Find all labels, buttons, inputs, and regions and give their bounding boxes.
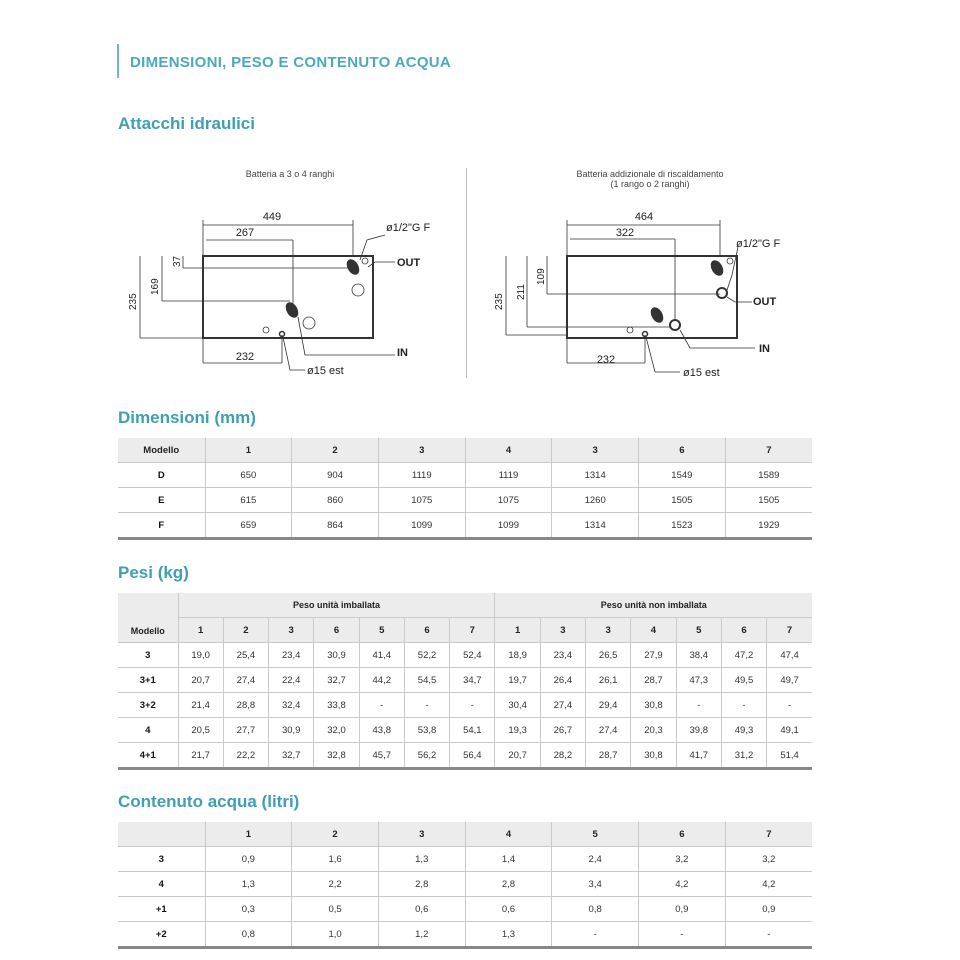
dim-37: 37: [172, 255, 183, 267]
table-cell: 28,7: [631, 668, 676, 693]
table-cell: 21,7: [178, 743, 223, 769]
row-label: 4: [118, 718, 178, 743]
table-cell: 0,3: [205, 897, 292, 922]
right-diagram-caption: [530, 169, 770, 189]
dim-267: 267: [235, 227, 255, 239]
group-header-non-imballata: Peso unità non imballata: [495, 593, 812, 618]
table-row: [118, 513, 812, 539]
table-cell: 21,4: [178, 693, 223, 718]
table-cell: 1929: [758, 519, 780, 531]
table-cell: 27,9: [631, 643, 676, 668]
column-header: 7: [450, 618, 495, 643]
out-label-right: OUT: [753, 296, 777, 308]
header-row: [118, 438, 812, 463]
table-cell: 1099: [378, 513, 465, 539]
dim-232: 232: [235, 351, 255, 363]
row-label: E: [118, 488, 205, 513]
table-cell: 27,7: [223, 718, 268, 743]
in-label: IN: [397, 347, 408, 359]
table-cell: 41,7: [676, 743, 721, 769]
table-cell: 1314: [552, 513, 639, 539]
column-header: 5: [359, 618, 404, 643]
table-cell: 1,6: [292, 847, 379, 872]
row-label: 3: [118, 643, 178, 668]
column-header: Modello: [118, 438, 205, 463]
column-header: 4: [465, 438, 552, 463]
table-cell: 32,0: [314, 718, 359, 743]
table-cell: 26,4: [540, 668, 585, 693]
table-cell: 20,3: [631, 718, 676, 743]
table-cell: -: [767, 928, 771, 940]
column-header: 2: [223, 618, 268, 643]
table-cell: 28,2: [540, 743, 585, 769]
row-label: +1: [118, 897, 205, 922]
table-cell: 54,1: [450, 718, 495, 743]
table-cell: 26,5: [586, 643, 631, 668]
table-cell: 30,4: [495, 693, 540, 718]
table-cell: 32,8: [314, 743, 359, 769]
column-header: 4: [465, 822, 552, 847]
column-header: 6: [639, 822, 726, 847]
table-cell: 32,7: [269, 743, 314, 769]
table-cell: 28,7: [586, 743, 631, 769]
dim-169: 169: [150, 278, 161, 295]
table-cell: 27,4: [540, 693, 585, 718]
table-cell: 1,4: [465, 847, 552, 872]
table-cell: 0,6: [378, 897, 465, 922]
table-cell: 0,8: [205, 922, 292, 948]
table-cell: 47,4: [780, 649, 799, 661]
in-label-right: IN: [759, 343, 770, 355]
table-cell: 30,9: [269, 718, 314, 743]
section-title-dimensioni: Dimensioni (mm): [118, 408, 256, 427]
table-row: [118, 872, 812, 897]
table-cell: 56,2: [404, 743, 449, 769]
table-cell: 20,5: [178, 718, 223, 743]
table-cell: 33,8: [314, 693, 359, 718]
column-header: 6: [404, 618, 449, 643]
table-cell: 1075: [465, 488, 552, 513]
table-cell: -: [639, 922, 726, 948]
table-row: [118, 743, 812, 769]
table-cell: 44,2: [359, 668, 404, 693]
table-cell: 43,8: [359, 718, 404, 743]
document-title: DIMENSIONI, PESO E CONTENUTO ACQUA: [130, 54, 452, 71]
pesi-table: [118, 593, 812, 770]
table-cell: 4,2: [639, 872, 726, 897]
table-cell: 1505: [758, 494, 780, 506]
table-cell: 38,4: [676, 643, 721, 668]
row-label: 3: [118, 847, 205, 872]
table-cell: 26,1: [586, 668, 631, 693]
table-cell: 26,7: [540, 718, 585, 743]
right-caption-line1: Batteria addizionale di riscaldamento: [576, 169, 724, 179]
column-header: 2: [292, 822, 379, 847]
table-cell: 22,4: [269, 668, 314, 693]
row-label: D: [118, 463, 205, 488]
table-cell: -: [676, 693, 721, 718]
table-cell: 45,7: [359, 743, 404, 769]
left-connection-diagram: [120, 195, 460, 390]
table-cell: 30,8: [631, 743, 676, 769]
table-cell: 49,7: [780, 674, 799, 686]
table-cell: 23,4: [540, 643, 585, 668]
row-label: 4: [118, 872, 205, 897]
table-cell: 860: [292, 488, 379, 513]
table-cell: 2,2: [292, 872, 379, 897]
table-cell: 19,3: [495, 718, 540, 743]
table-cell: 1314: [552, 463, 639, 488]
table-cell: 49,3: [721, 718, 766, 743]
column-header: 1: [495, 618, 540, 643]
table-cell: 650: [205, 463, 292, 488]
dim-464: 464: [634, 211, 654, 223]
column-header: 5: [552, 822, 639, 847]
table-cell: -: [552, 922, 639, 948]
dim-235: 235: [128, 293, 139, 310]
table-cell: 1589: [758, 469, 780, 481]
table-cell: 28,8: [223, 693, 268, 718]
table-cell: 32,7: [314, 668, 359, 693]
table-cell: 19,7: [495, 668, 540, 693]
table-cell: 1075: [378, 488, 465, 513]
table-cell: 3,2: [639, 847, 726, 872]
table-cell: 31,2: [721, 743, 766, 769]
table-cell: 52,4: [450, 643, 495, 668]
table-cell: 1,3: [465, 922, 552, 948]
table-cell: -: [721, 693, 766, 718]
connection-size-label: ø1/2"G F: [386, 222, 431, 234]
column-header: 6: [721, 618, 766, 643]
header-row: [118, 618, 812, 643]
table-cell: 18,9: [495, 643, 540, 668]
column-header: 1: [205, 438, 292, 463]
table-cell: 0,6: [465, 897, 552, 922]
row-label: 3+1: [118, 668, 178, 693]
table-cell: 0,8: [552, 897, 639, 922]
table-cell: 47,2: [721, 643, 766, 668]
column-header: 5: [676, 618, 721, 643]
out-label: OUT: [397, 257, 421, 269]
modello-header: Modello: [118, 593, 178, 643]
column-header: 3: [269, 618, 314, 643]
table-cell: 56,4: [450, 743, 495, 769]
table-row: [118, 922, 812, 948]
table-row: [118, 847, 812, 872]
contenuto-table: [118, 822, 812, 949]
table-cell: 20,7: [178, 668, 223, 693]
table-cell: 3,2: [762, 853, 776, 865]
table-cell: 41,4: [359, 643, 404, 668]
table-cell: 1523: [639, 513, 726, 539]
table-row: [118, 463, 812, 488]
dim-235-right: 235: [494, 293, 505, 310]
table-cell: 1505: [639, 488, 726, 513]
column-header: 6: [639, 438, 726, 463]
table-cell: 27,4: [586, 718, 631, 743]
left-diagram-caption: Batteria a 3 o 4 ranghi: [245, 169, 335, 179]
table-cell: 39,8: [676, 718, 721, 743]
table-cell: -: [404, 693, 449, 718]
table-cell: 19,0: [178, 643, 223, 668]
table-row: [118, 693, 812, 718]
dimensioni-table: [118, 438, 812, 540]
table-row: [118, 643, 812, 668]
dim-322: 322: [615, 227, 635, 239]
connection-size-label-right: ø1/2"G F: [736, 238, 781, 250]
row-label: 4+1: [118, 743, 178, 769]
table-cell: 1,0: [292, 922, 379, 948]
table-cell: 49,5: [721, 668, 766, 693]
table-cell: 30,9: [314, 643, 359, 668]
table-cell: 29,4: [586, 693, 631, 718]
table-cell: 23,4: [269, 643, 314, 668]
column-header: 3: [540, 618, 585, 643]
table-cell: 3,4: [552, 872, 639, 897]
drain-label: ø15 est: [307, 365, 344, 377]
column-header: 3: [378, 822, 465, 847]
section-title-contenuto: Contenuto acqua (litri): [118, 792, 300, 811]
column-header: 1: [178, 618, 223, 643]
table-cell: 52,2: [404, 643, 449, 668]
group-header-imballata: Peso unità imballata: [178, 593, 495, 618]
table-cell: 27,4: [223, 668, 268, 693]
table-cell: 615: [205, 488, 292, 513]
table-cell: -: [787, 699, 792, 711]
table-cell: 904: [292, 463, 379, 488]
section-title-pesi: Pesi (kg): [118, 563, 189, 582]
dim-211: 211: [516, 284, 527, 300]
table-cell: 4,2: [762, 878, 776, 890]
table-cell: 2,4: [552, 847, 639, 872]
table-cell: 1119: [378, 463, 465, 488]
dim-232-right: 232: [596, 354, 616, 366]
row-label: F: [118, 513, 205, 539]
table-cell: 47,3: [676, 668, 721, 693]
column-header: [118, 822, 205, 847]
row-label: +2: [118, 922, 205, 948]
table-cell: 25,4: [223, 643, 268, 668]
table-cell: 1,3: [378, 847, 465, 872]
table-cell: 32,4: [269, 693, 314, 718]
column-header: 3: [378, 438, 465, 463]
table-cell: 1549: [639, 463, 726, 488]
column-header: 1: [205, 822, 292, 847]
table-cell: 2,8: [465, 872, 552, 897]
table-cell: 0,5: [292, 897, 379, 922]
table-cell: 1099: [465, 513, 552, 539]
table-cell: 1,3: [205, 872, 292, 897]
header-row: [118, 822, 812, 847]
table-cell: 22,2: [223, 743, 268, 769]
dim-449: 449: [262, 211, 282, 223]
table-cell: 1119: [465, 463, 552, 488]
table-row: [118, 668, 812, 693]
column-header: 4: [631, 618, 676, 643]
right-caption-line2: (1 rango o 2 ranghi): [610, 179, 690, 189]
table-cell: 0,9: [639, 897, 726, 922]
table-cell: 659: [205, 513, 292, 539]
row-label: 3+2: [118, 693, 178, 718]
table-cell: 49,1: [780, 724, 799, 736]
column-header: 3: [552, 438, 639, 463]
diagram-divider: [466, 168, 467, 378]
table-row: [118, 718, 812, 743]
table-cell: 34,7: [450, 668, 495, 693]
table-row: [118, 897, 812, 922]
table-cell: 1260: [552, 488, 639, 513]
table-cell: 54,5: [404, 668, 449, 693]
column-header: 7: [786, 624, 793, 636]
table-row: [118, 488, 812, 513]
title-accent-bar: [117, 44, 119, 78]
table-cell: 30,8: [631, 693, 676, 718]
table-cell: 1,2: [378, 922, 465, 948]
table-cell: 864: [292, 513, 379, 539]
table-cell: 0,9: [205, 847, 292, 872]
table-cell: -: [359, 693, 404, 718]
column-header: 3: [586, 618, 631, 643]
dim-109: 109: [536, 268, 547, 285]
column-header: 7: [766, 828, 772, 840]
table-cell: 2,8: [378, 872, 465, 897]
column-header: 2: [292, 438, 379, 463]
table-cell: -: [450, 693, 495, 718]
table-cell: 20,7: [495, 743, 540, 769]
table-cell: 0,9: [762, 903, 776, 915]
column-header: 6: [314, 618, 359, 643]
table-cell: 51,4: [780, 749, 799, 761]
table-cell: 53,8: [404, 718, 449, 743]
drain-label-right: ø15 est: [683, 367, 720, 379]
section-title-attacchi: Attacchi idraulici: [118, 114, 255, 133]
right-connection-diagram: [480, 195, 820, 390]
column-header: 7: [766, 444, 772, 456]
